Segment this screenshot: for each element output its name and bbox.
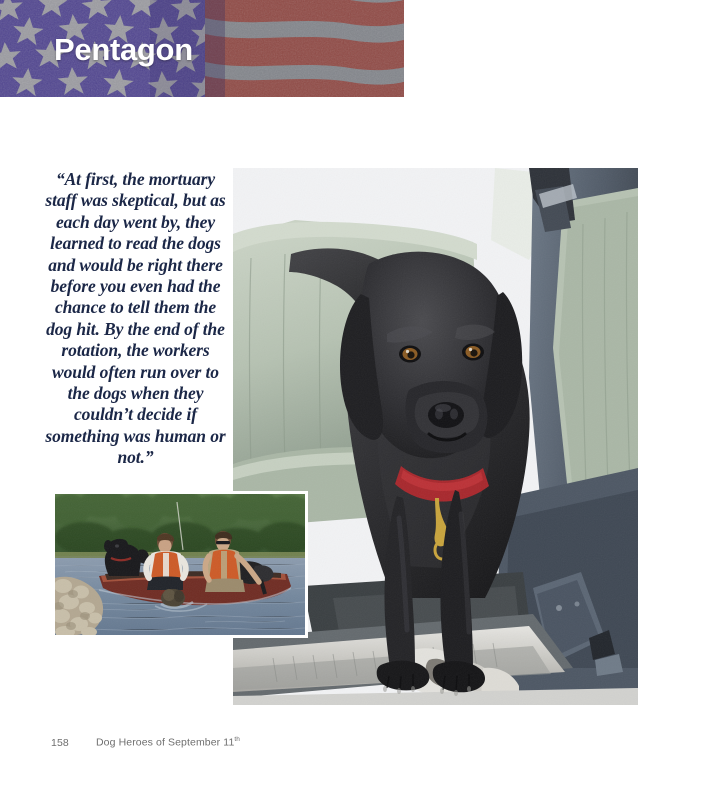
- page-footer: [51, 736, 240, 749]
- inset-photo-svg: [55, 494, 305, 635]
- page-title: Pentagon: [54, 32, 193, 67]
- page-number: 158: [51, 736, 69, 749]
- inset-photo-boat-with-dogs: [52, 491, 308, 638]
- pull-quote: “At first, the mortuary staff was skeptical, but as each day went by, they learned to read the dogs and would be right there before you even had the chance to tell them the dog hit. By the end of the rotation, the workers would often run over to the dogs when they couldn’t decide if something was human or not.”: [45, 169, 226, 468]
- book-title: [96, 736, 240, 749]
- book-title-text: Dog Heroes of September 11: [96, 736, 235, 749]
- book-title-ordinal-suffix: th: [234, 736, 241, 743]
